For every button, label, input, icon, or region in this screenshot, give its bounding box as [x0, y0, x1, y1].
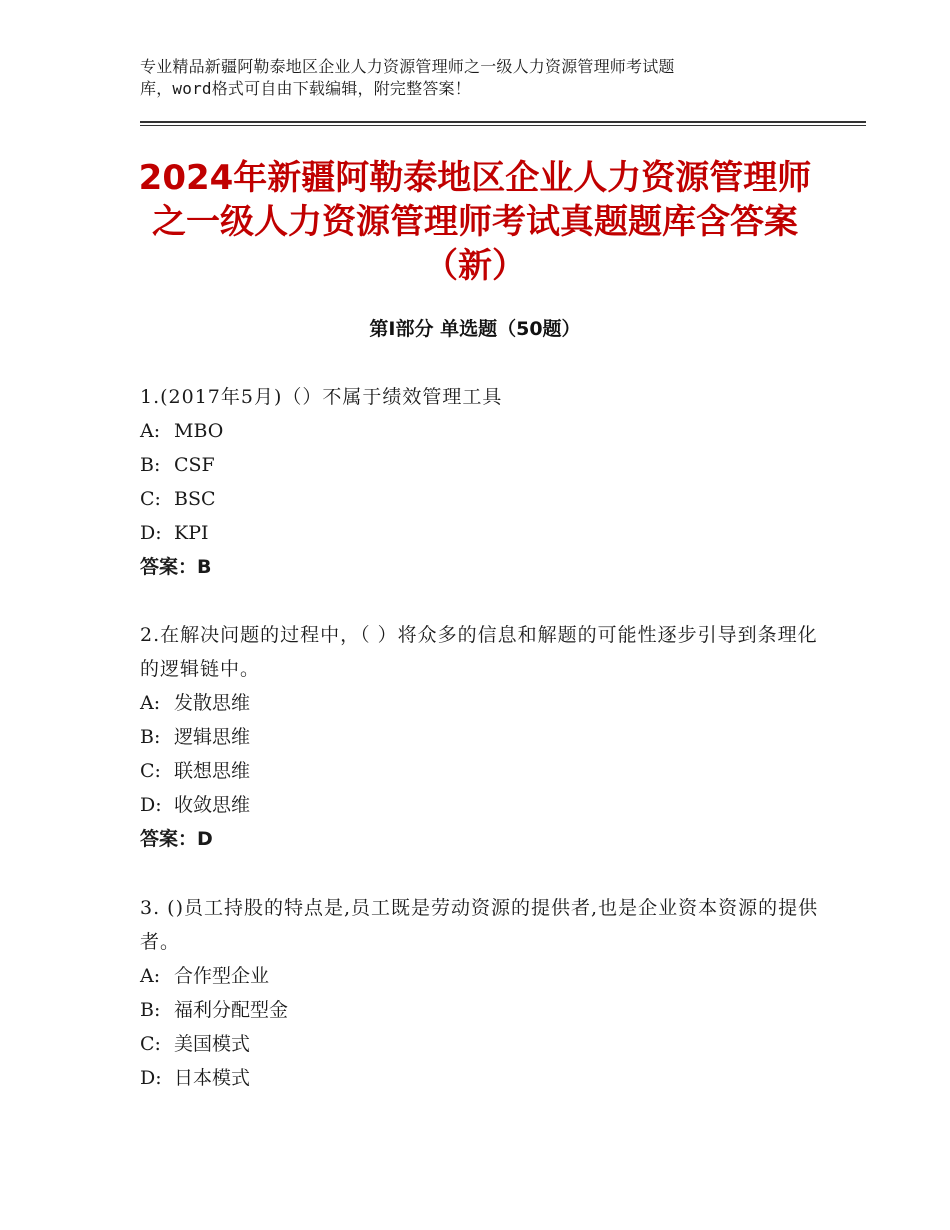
- option-text: 发散思维: [174, 692, 251, 714]
- option-b: [140, 993, 820, 1027]
- section-heading: 第Ⅰ部分 单选题（50题）: [369, 318, 581, 340]
- header-divider: [140, 121, 866, 126]
- option-text: 合作型企业: [174, 965, 270, 987]
- option-d: [140, 788, 820, 822]
- option-b: [140, 720, 820, 754]
- document-title: [120, 156, 830, 288]
- option-letter: C:: [140, 488, 161, 510]
- option-text: MBO: [174, 420, 224, 442]
- answer-line: 答案：D: [140, 828, 213, 850]
- option-text: 联想思维: [174, 760, 251, 782]
- option-text: KPI: [174, 522, 209, 544]
- option-letter: A:: [140, 692, 161, 714]
- header-divider-thin-line: [140, 125, 866, 126]
- question-3: [140, 891, 820, 1095]
- option-letter: B:: [140, 726, 161, 748]
- option-text: 逻辑思维: [174, 726, 251, 748]
- header-note-line-1: 专业精品新疆阿勒泰地区企业人力资源管理师之一级人力资源管理师考试题: [140, 57, 675, 76]
- option-c: [140, 754, 820, 788]
- option-text: CSF: [174, 454, 215, 476]
- answer-line: 答案：B: [140, 556, 212, 578]
- option-d: [140, 1061, 820, 1095]
- option-letter: D:: [140, 522, 162, 544]
- option-a: [140, 414, 820, 448]
- option-letter: A:: [140, 965, 161, 987]
- question-stem: 2.在解决问题的过程中，（ ）将众多的信息和解题的可能性逐步引导到条理化的逻辑链中。: [140, 624, 818, 680]
- option-c: [140, 482, 820, 516]
- option-c: [140, 1027, 820, 1061]
- document-title-line-2: 之一级人力资源管理师考试真题题库含答案: [152, 202, 798, 242]
- header-note: [140, 56, 830, 100]
- header-divider-thick-line: [140, 121, 866, 123]
- header-note-line-2: 库，word格式可自由下载编辑，附完整答案！: [140, 79, 471, 98]
- question-stem: 3. ()员工持股的特点是,员工既是劳动资源的提供者,也是企业资本资源的提供者。: [140, 897, 819, 953]
- option-letter: D:: [140, 1067, 162, 1089]
- option-letter: C:: [140, 1033, 161, 1055]
- option-a: [140, 686, 820, 720]
- question-1: [140, 380, 820, 584]
- option-a: [140, 959, 820, 993]
- question-stem: 1.(2017年5月)（）不属于绩效管理工具: [140, 386, 503, 408]
- option-text: 福利分配型金: [174, 999, 289, 1021]
- question-2: [140, 618, 820, 856]
- option-text: 收敛思维: [174, 794, 251, 816]
- option-letter: B:: [140, 999, 161, 1021]
- option-letter: C:: [140, 760, 161, 782]
- option-text: 美国模式: [174, 1033, 251, 1055]
- option-letter: B:: [140, 454, 161, 476]
- option-letter: D:: [140, 794, 162, 816]
- option-d: [140, 516, 820, 550]
- option-text: BSC: [174, 488, 216, 510]
- option-b: [140, 448, 820, 482]
- document-title-line-1: 2024年新疆阿勒泰地区企业人力资源管理师: [138, 158, 812, 198]
- document-title-line-3: （新）: [424, 246, 526, 286]
- option-text: 日本模式: [174, 1067, 251, 1089]
- option-letter: A:: [140, 420, 161, 442]
